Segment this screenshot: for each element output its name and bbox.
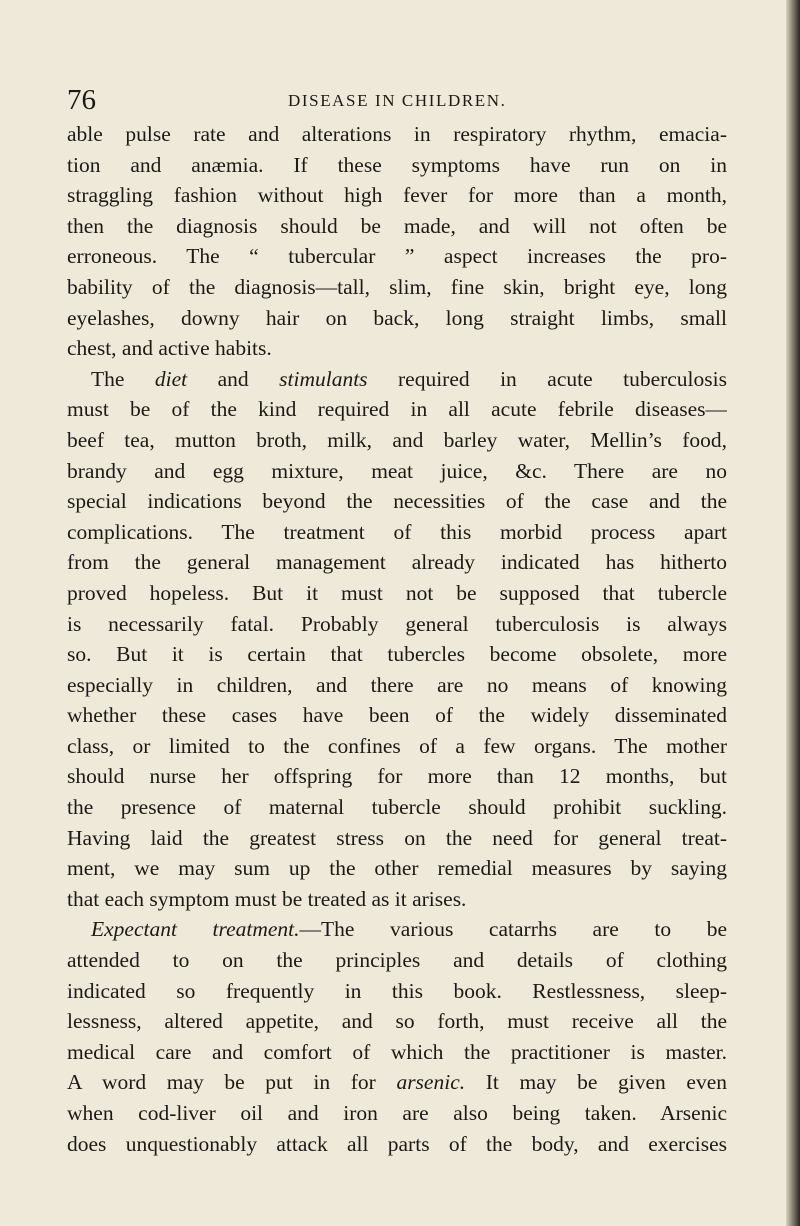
text-line: so. But it is certain that tubercles become obsolete, more (67, 642, 727, 667)
text-line: straggling fashion without high fever for more than a month, (67, 183, 727, 208)
text-line: attended to on the principles and details of clothing (67, 948, 727, 973)
text-line: tion and anæmia. If these symptoms have run on in (67, 152, 727, 177)
text-line: chest, and active habits. (67, 336, 272, 361)
text-line: the presence of maternal tubercle should prohibit suckling. (67, 795, 727, 820)
text-line: then the diagnosis should be made, and will not often be (67, 213, 727, 238)
text-line: erroneous. The “ tubercular ” aspect increases the pro- (67, 244, 727, 269)
text-line-expectant (67, 914, 727, 945)
text-line: when cod-liver oil and iron are also being taken. Arsenic (67, 1101, 727, 1125)
text-line: indicated so frequently in this book. Restlessness, sleep- (67, 978, 727, 1003)
text-line: should nurse her offspring for more than 12 months, but (67, 764, 727, 789)
text-line: eyelashes, downy hair on back, long straight limbs, small (67, 305, 727, 330)
text-line: lessness, altered appetite, and so forth, must receive all the (67, 1009, 727, 1034)
text-line: able pulse rate and alterations in respiratory rhythm, emacia- (67, 122, 727, 146)
text-run: and (187, 366, 280, 391)
text-line: must be of the kind required in all acute febrile diseases— (67, 397, 727, 422)
text-run: The (91, 366, 155, 391)
text-line: that each symptom must be treated as it arises. (67, 886, 467, 911)
page-number: 76 (67, 84, 96, 116)
text-run: It may be given even (465, 1070, 727, 1095)
text-line: bability of the diagnosis—tall, slim, fine skin, bright eye, long (67, 274, 727, 299)
italic-term-diet: diet (154, 366, 188, 391)
text-line: class, or limited to the confines of a few organs. The mother (67, 733, 727, 758)
text-line: whether these cases have been of the widely disseminated (67, 703, 727, 728)
text-line: does unquestionably attack all parts of the body, and exercises (67, 1131, 727, 1156)
text-line: special indications beyond the necessities of the case and the (67, 489, 727, 514)
text-line: complications. The treatment of this morbid process apart (67, 519, 727, 544)
text-run: —The various catarrhs are to be (299, 917, 727, 942)
italic-term-stimulants: stimulants (279, 366, 368, 391)
italic-term-arsenic: arsenic. (396, 1070, 466, 1095)
body-text (67, 119, 727, 1159)
text-line: proved hopeless. But it must not be supposed that tubercle (67, 580, 727, 605)
running-head: DISEASE IN CHILDREN. (288, 91, 507, 110)
text-line: ment, we may sum up the other remedial measures by saying (67, 856, 727, 881)
italic-heading-expectant-treatment: Expectant treatment. (91, 917, 300, 942)
text-line: brandy and egg mixture, meat juice, &c. There are no (67, 458, 727, 483)
text-line-arsenic (67, 1067, 727, 1098)
text-line: is necessarily fatal. Probably general tuberculosis is always (67, 611, 727, 636)
text-line: from the general management already indicated has hitherto (67, 550, 727, 575)
text-line: beef tea, mutton broth, milk, and barley water, Mellin’s food, (67, 427, 727, 452)
text-line-diet (67, 364, 727, 395)
page-edge-shadow (786, 0, 800, 1226)
text-run: required in acute tuberculosis (367, 366, 727, 391)
text-run: A word may be put in for (67, 1070, 397, 1095)
page-header (67, 80, 725, 120)
text-line: medical care and comfort of which the practitioner is master. (67, 1039, 727, 1064)
text-line: Having laid the greatest stress on the need for general treat- (67, 825, 727, 850)
text-line: especially in children, and there are no means of knowing (67, 672, 727, 697)
